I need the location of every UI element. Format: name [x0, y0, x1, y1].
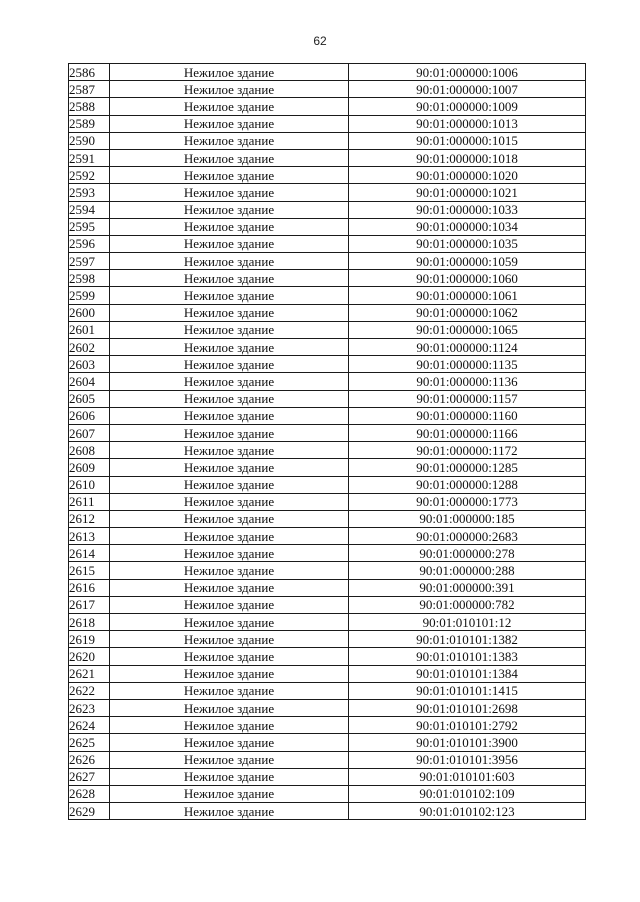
row-number-cell: 2601 [69, 321, 110, 338]
cadastral-number-cell: 90:01:010101:1382 [349, 631, 586, 648]
object-type-cell: Нежилое здание [110, 424, 349, 441]
object-type-cell: Нежилое здание [110, 785, 349, 802]
table-row [69, 562, 586, 579]
table-row [69, 270, 586, 287]
cadastral-number-cell: 90:01:000000:1015 [349, 132, 586, 149]
table-row [69, 132, 586, 149]
row-number-cell: 2622 [69, 682, 110, 699]
table-row [69, 665, 586, 682]
cadastral-number-cell: 90:01:010101:603 [349, 768, 586, 785]
row-number-cell: 2625 [69, 734, 110, 751]
cadastral-number-cell: 90:01:000000:1009 [349, 98, 586, 115]
row-number-cell: 2586 [69, 64, 110, 81]
row-number-cell: 2590 [69, 132, 110, 149]
object-type-cell: Нежилое здание [110, 98, 349, 115]
cadastral-number-cell: 90:01:000000:1124 [349, 339, 586, 356]
cadastral-number-cell: 90:01:010101:12 [349, 614, 586, 631]
row-number-cell: 2605 [69, 390, 110, 407]
cadastral-number-cell: 90:01:000000:782 [349, 596, 586, 613]
table-row [69, 734, 586, 751]
row-number-cell: 2609 [69, 459, 110, 476]
cadastral-number-cell: 90:01:000000:1136 [349, 373, 586, 390]
object-type-cell: Нежилое здание [110, 184, 349, 201]
page-number: 62 [313, 34, 327, 48]
table-row [69, 218, 586, 235]
object-type-cell: Нежилое здание [110, 321, 349, 338]
object-type-cell: Нежилое здание [110, 528, 349, 545]
object-type-cell: Нежилое здание [110, 235, 349, 252]
row-number-cell: 2621 [69, 665, 110, 682]
row-number-cell: 2594 [69, 201, 110, 218]
object-type-cell: Нежилое здание [110, 407, 349, 424]
cadastral-number-cell: 90:01:000000:1033 [349, 201, 586, 218]
table-row [69, 768, 586, 785]
row-number-cell: 2588 [69, 98, 110, 115]
table-row [69, 64, 586, 81]
object-type-cell: Нежилое здание [110, 81, 349, 98]
cadastral-number-cell: 90:01:010102:123 [349, 803, 586, 820]
object-type-cell: Нежилое здание [110, 270, 349, 287]
cadastral-number-cell: 90:01:000000:1157 [349, 390, 586, 407]
cadastral-number-cell: 90:01:000000:1059 [349, 253, 586, 270]
object-type-cell: Нежилое здание [110, 648, 349, 665]
object-type-cell: Нежилое здание [110, 596, 349, 613]
table-row [69, 253, 586, 270]
cadastral-number-cell: 90:01:000000:1020 [349, 167, 586, 184]
row-number-cell: 2615 [69, 562, 110, 579]
object-type-cell: Нежилое здание [110, 734, 349, 751]
table-row [69, 167, 586, 184]
cadastral-number-cell: 90:01:000000:1021 [349, 184, 586, 201]
row-number-cell: 2604 [69, 373, 110, 390]
table-row [69, 373, 586, 390]
object-type-cell: Нежилое здание [110, 218, 349, 235]
row-number-cell: 2600 [69, 304, 110, 321]
table-row [69, 115, 586, 132]
cadastral-number-cell: 90:01:000000:1285 [349, 459, 586, 476]
row-number-cell: 2626 [69, 751, 110, 768]
cadastral-number-cell: 90:01:000000:288 [349, 562, 586, 579]
table-row [69, 459, 586, 476]
table-row [69, 149, 586, 166]
row-number-cell: 2616 [69, 579, 110, 596]
cadastral-number-cell: 90:01:010101:2792 [349, 717, 586, 734]
table-row [69, 98, 586, 115]
row-number-cell: 2602 [69, 339, 110, 356]
table-row [69, 356, 586, 373]
object-type-cell: Нежилое здание [110, 562, 349, 579]
table-row [69, 321, 586, 338]
object-type-cell: Нежилое здание [110, 201, 349, 218]
table-row [69, 424, 586, 441]
object-type-cell: Нежилое здание [110, 356, 349, 373]
table-row [69, 785, 586, 802]
cadastral-number-cell: 90:01:000000:1166 [349, 424, 586, 441]
row-number-cell: 2597 [69, 253, 110, 270]
table-row [69, 201, 586, 218]
row-number-cell: 2606 [69, 407, 110, 424]
cadastral-number-cell: 90:01:000000:185 [349, 510, 586, 527]
cadastral-number-cell: 90:01:000000:1065 [349, 321, 586, 338]
table-row [69, 339, 586, 356]
object-type-cell: Нежилое здание [110, 390, 349, 407]
table-row [69, 682, 586, 699]
table-row [69, 699, 586, 716]
cadastral-number-cell: 90:01:000000:1035 [349, 235, 586, 252]
row-number-cell: 2619 [69, 631, 110, 648]
object-type-cell: Нежилое здание [110, 167, 349, 184]
table-row [69, 81, 586, 98]
object-type-cell: Нежилое здание [110, 253, 349, 270]
object-type-cell: Нежилое здание [110, 768, 349, 785]
object-type-cell: Нежилое здание [110, 339, 349, 356]
row-number-cell: 2618 [69, 614, 110, 631]
cadastral-number-cell: 90:01:010101:3956 [349, 751, 586, 768]
row-number-cell: 2587 [69, 81, 110, 98]
object-type-cell: Нежилое здание [110, 751, 349, 768]
object-type-cell: Нежилое здание [110, 631, 349, 648]
row-number-cell: 2617 [69, 596, 110, 613]
object-type-cell: Нежилое здание [110, 614, 349, 631]
cadastral-number-cell: 90:01:000000:1135 [349, 356, 586, 373]
row-number-cell: 2591 [69, 149, 110, 166]
cadastral-number-cell: 90:01:000000:1773 [349, 493, 586, 510]
object-type-cell: Нежилое здание [110, 442, 349, 459]
cadastral-number-cell: 90:01:010101:1384 [349, 665, 586, 682]
object-type-cell: Нежилое здание [110, 115, 349, 132]
cadastral-number-cell: 90:01:000000:1007 [349, 81, 586, 98]
property-registry-table [68, 63, 586, 820]
row-number-cell: 2596 [69, 235, 110, 252]
table-row [69, 579, 586, 596]
object-type-cell: Нежилое здание [110, 579, 349, 596]
cadastral-number-cell: 90:01:000000:1061 [349, 287, 586, 304]
row-number-cell: 2627 [69, 768, 110, 785]
table-row [69, 528, 586, 545]
object-type-cell: Нежилое здание [110, 699, 349, 716]
row-number-cell: 2607 [69, 424, 110, 441]
table-row [69, 803, 586, 820]
table-row [69, 596, 586, 613]
cadastral-number-cell: 90:01:010101:3900 [349, 734, 586, 751]
cadastral-number-cell: 90:01:010101:1383 [349, 648, 586, 665]
object-type-cell: Нежилое здание [110, 459, 349, 476]
row-number-cell: 2612 [69, 510, 110, 527]
object-type-cell: Нежилое здание [110, 803, 349, 820]
object-type-cell: Нежилое здание [110, 665, 349, 682]
row-number-cell: 2599 [69, 287, 110, 304]
object-type-cell: Нежилое здание [110, 132, 349, 149]
table-row [69, 648, 586, 665]
table-row [69, 235, 586, 252]
table-row [69, 476, 586, 493]
cadastral-number-cell: 90:01:000000:1062 [349, 304, 586, 321]
object-type-cell: Нежилое здание [110, 493, 349, 510]
table-row [69, 407, 586, 424]
row-number-cell: 2595 [69, 218, 110, 235]
row-number-cell: 2598 [69, 270, 110, 287]
table-row [69, 493, 586, 510]
table-row [69, 304, 586, 321]
row-number-cell: 2620 [69, 648, 110, 665]
cadastral-number-cell: 90:01:000000:1006 [349, 64, 586, 81]
cadastral-number-cell: 90:01:010101:1415 [349, 682, 586, 699]
row-number-cell: 2610 [69, 476, 110, 493]
object-type-cell: Нежилое здание [110, 304, 349, 321]
row-number-cell: 2628 [69, 785, 110, 802]
cadastral-number-cell: 90:01:000000:1160 [349, 407, 586, 424]
cadastral-number-cell: 90:01:000000:1172 [349, 442, 586, 459]
table-row [69, 614, 586, 631]
object-type-cell: Нежилое здание [110, 717, 349, 734]
table-row [69, 287, 586, 304]
object-type-cell: Нежилое здание [110, 476, 349, 493]
object-type-cell: Нежилое здание [110, 287, 349, 304]
registry-table-body [69, 64, 586, 820]
table-row [69, 545, 586, 562]
table-row [69, 390, 586, 407]
table-row [69, 631, 586, 648]
row-number-cell: 2589 [69, 115, 110, 132]
table-row [69, 751, 586, 768]
table-row [69, 184, 586, 201]
object-type-cell: Нежилое здание [110, 149, 349, 166]
row-number-cell: 2614 [69, 545, 110, 562]
cadastral-number-cell: 90:01:000000:278 [349, 545, 586, 562]
cadastral-number-cell: 90:01:000000:2683 [349, 528, 586, 545]
row-number-cell: 2593 [69, 184, 110, 201]
table-row [69, 717, 586, 734]
row-number-cell: 2603 [69, 356, 110, 373]
cadastral-number-cell: 90:01:000000:1013 [349, 115, 586, 132]
row-number-cell: 2592 [69, 167, 110, 184]
cadastral-number-cell: 90:01:000000:1060 [349, 270, 586, 287]
cadastral-number-cell: 90:01:000000:1034 [349, 218, 586, 235]
object-type-cell: Нежилое здание [110, 682, 349, 699]
table-row [69, 510, 586, 527]
row-number-cell: 2611 [69, 493, 110, 510]
row-number-cell: 2608 [69, 442, 110, 459]
object-type-cell: Нежилое здание [110, 64, 349, 81]
object-type-cell: Нежилое здание [110, 373, 349, 390]
row-number-cell: 2624 [69, 717, 110, 734]
cadastral-number-cell: 90:01:010101:2698 [349, 699, 586, 716]
cadastral-number-cell: 90:01:000000:391 [349, 579, 586, 596]
object-type-cell: Нежилое здание [110, 545, 349, 562]
table-row [69, 442, 586, 459]
object-type-cell: Нежилое здание [110, 510, 349, 527]
cadastral-number-cell: 90:01:010102:109 [349, 785, 586, 802]
cadastral-number-cell: 90:01:000000:1018 [349, 149, 586, 166]
row-number-cell: 2629 [69, 803, 110, 820]
row-number-cell: 2623 [69, 699, 110, 716]
row-number-cell: 2613 [69, 528, 110, 545]
cadastral-number-cell: 90:01:000000:1288 [349, 476, 586, 493]
